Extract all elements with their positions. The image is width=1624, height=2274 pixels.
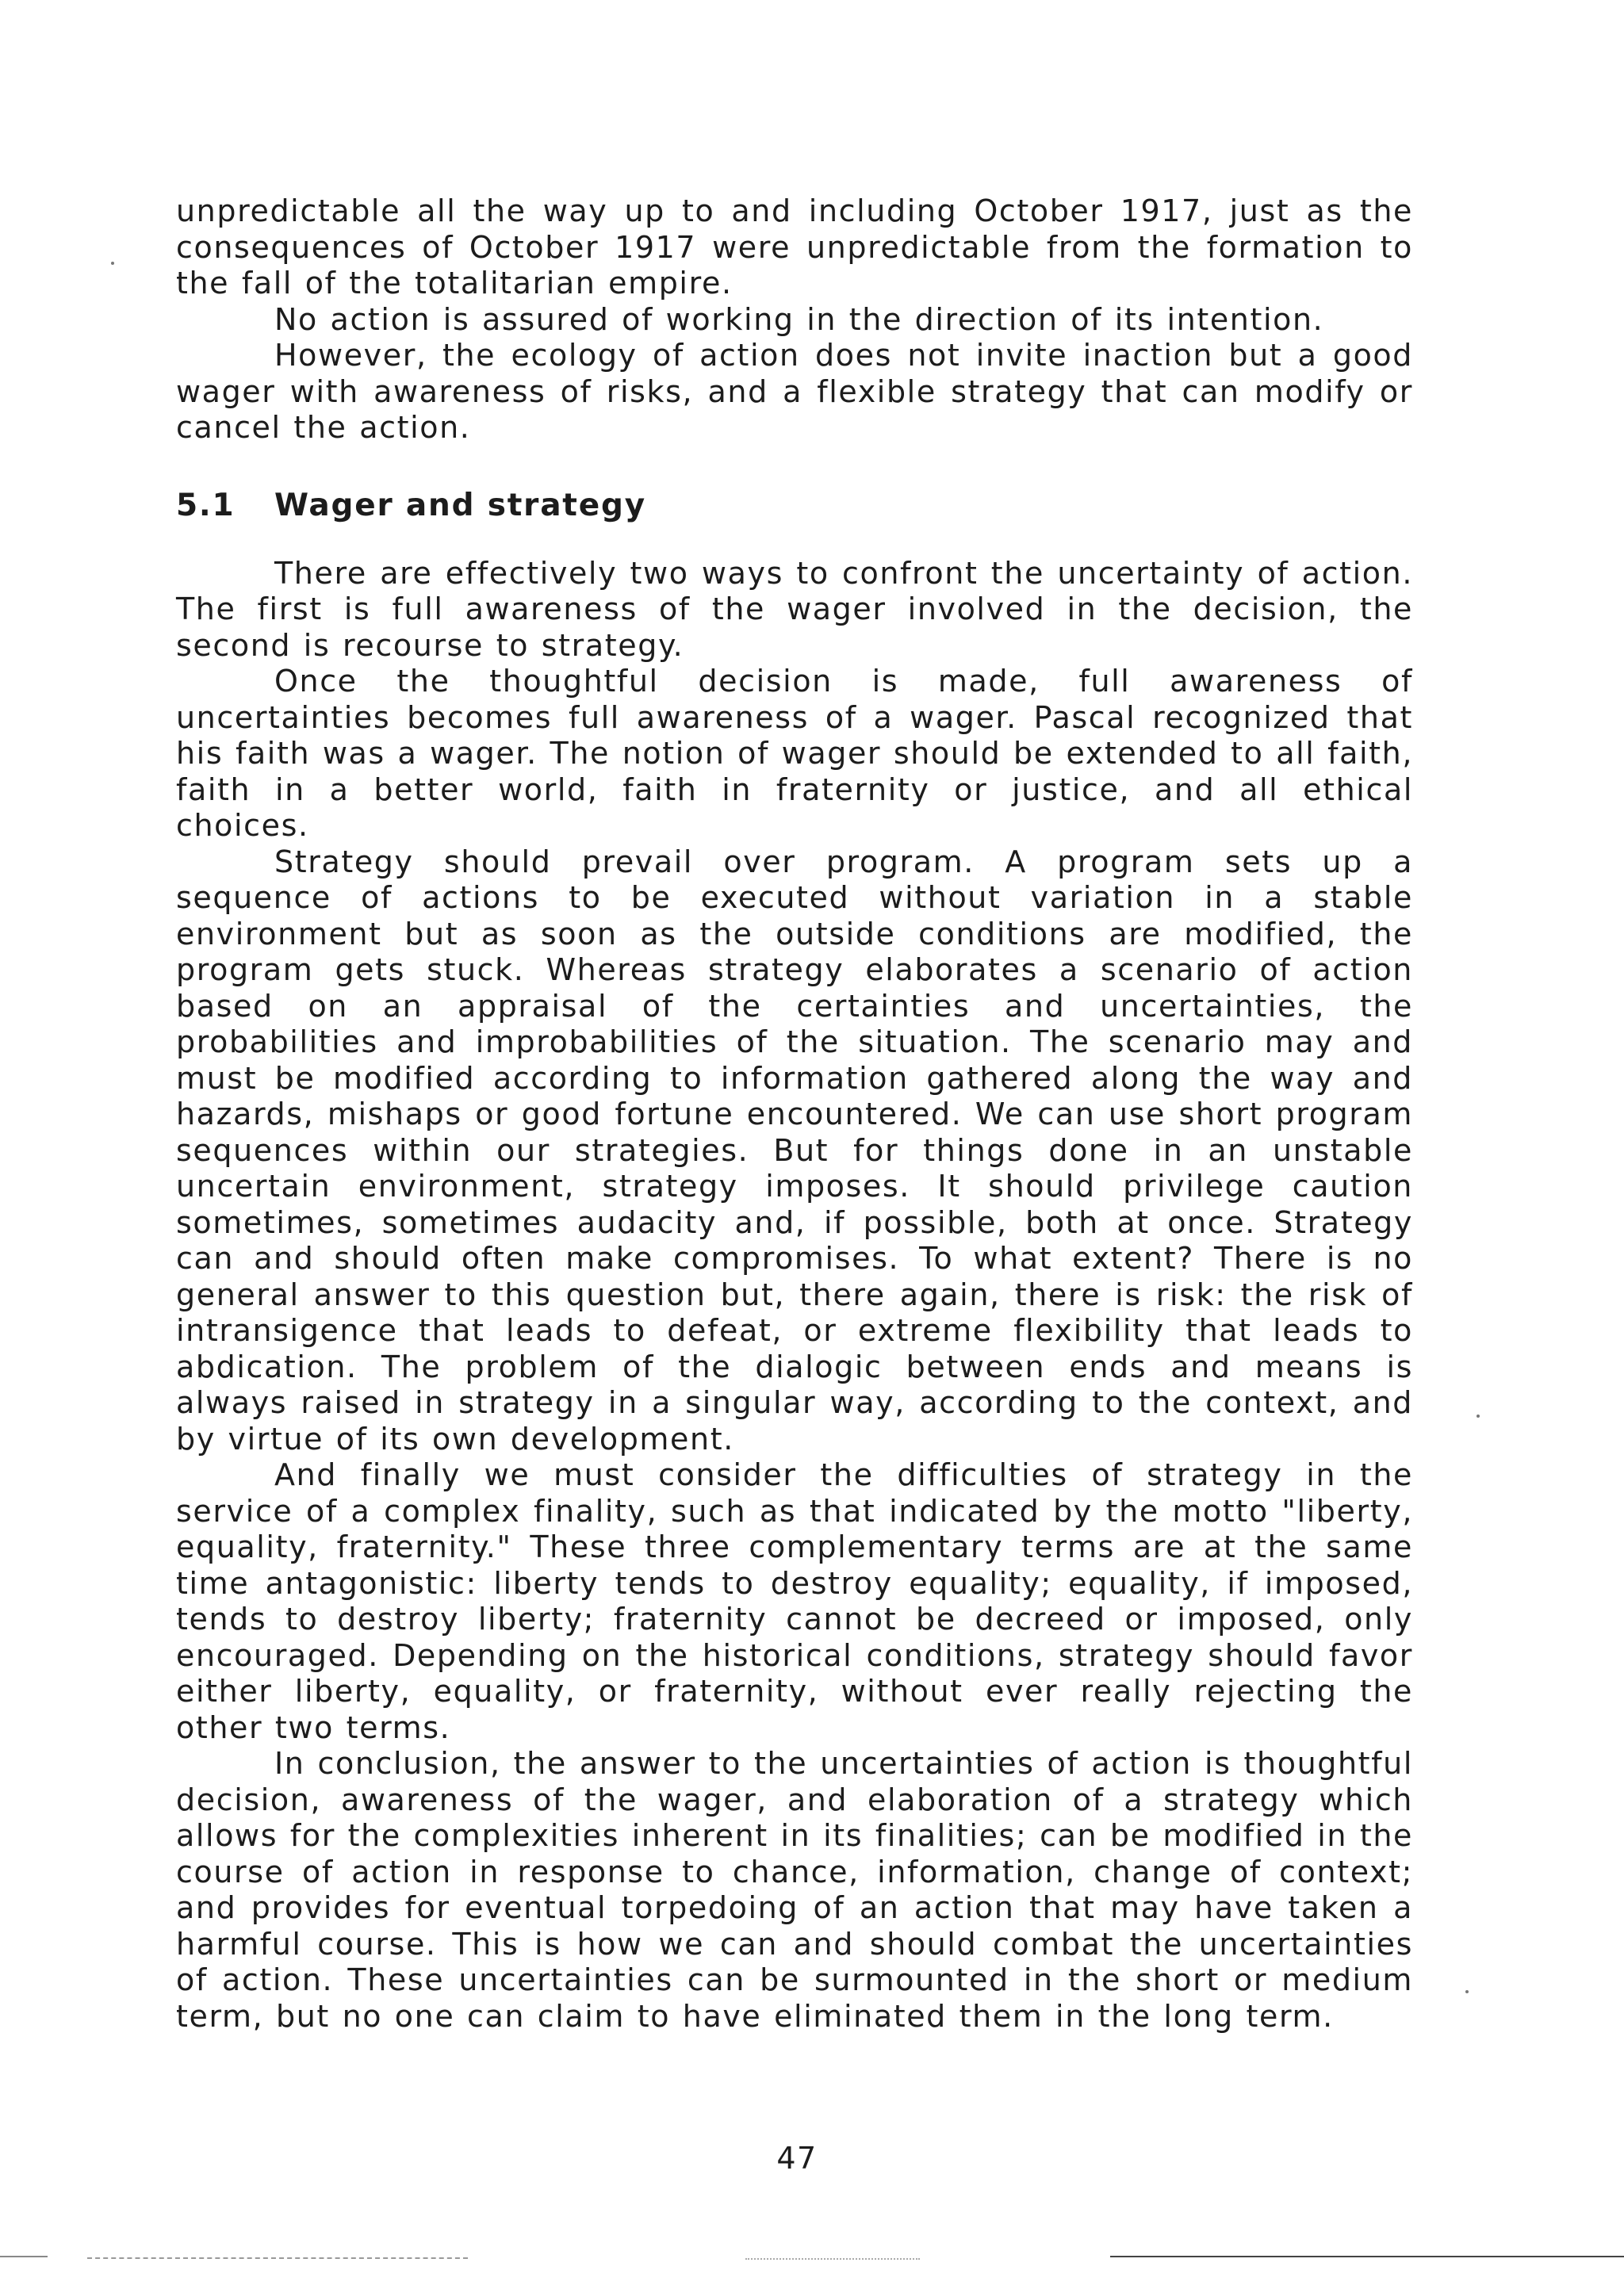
page-body <box>176 193 1413 2035</box>
section-title: Wager and strategy <box>274 487 646 523</box>
scan-speck <box>1477 1415 1480 1418</box>
scan-artifact-line <box>0 2256 48 2257</box>
paragraph-continued: unpredictable all the way up to and including October 1917, just as the consequences of October 1917 were unpredictable from the formation to the fall of the totalitarian empire. <box>176 193 1413 301</box>
scan-artifact-line <box>1110 2256 1624 2257</box>
paragraph: And finally we must consider the difficulties of strategy in the service of a complex finality, such as that indicated by the motto "liberty, equality, fraternity." These three complementary terms are at the same time antagonistic: liberty tends to destroy equality; equality, if imposed, tends to destroy liberty; fraternity cannot be decreed or imposed, only encouraged. Depending on the historical conditions, strategy should favor either liberty, equality, or fraternity, without ever really rejecting the other two terms. <box>176 1457 1413 1745</box>
scan-speck <box>1465 1990 1469 1993</box>
scan-speck <box>111 262 114 265</box>
paragraph: There are effectively two ways to confront the uncertainty of action. The first is full awareness of the wager involved in the decision, the second is recourse to strategy. <box>176 555 1413 663</box>
scan-artifact-line <box>745 2258 920 2260</box>
scan-artifact-line <box>87 2257 468 2259</box>
paragraph: Once the thoughtful decision is made, full awareness of uncertainties becomes full awareness of a wager. Pascal recognized that his faith was a wager. The notion of wager should be extended to all faith, faith in a better world, faith in fraternity or justice, and all ethical choices. <box>176 664 1413 843</box>
section-heading <box>176 488 1413 524</box>
paragraph: In conclusion, the answer to the uncertainties of action is thoughtful decision, awareness of the wager, and elaboration of a strategy which allows for the complexities inherent in its finalities; can be modified in the course of action in response to chance, information, change of context; and provides for eventual torpedoing of an action that may have taken a harmful course. This is how we can and should combat the uncertainties of action. These uncertainties can be surmounted in the short or medium term, but no one can claim to have eliminated them in the long term. <box>176 1746 1413 2034</box>
page-number: 47 <box>776 2141 818 2176</box>
section-number: 5.1 <box>176 487 236 523</box>
paragraph: Strategy should prevail over program. A program sets up a sequence of actions to be executed without variation in a stable environment but as soon as the outside conditions are modified, the program gets stuck. Whereas strategy elaborates a scenario of action based on an appraisal of the certainties and uncertainties, the probabilities and improbabilities of the situation. The scenario may and must be modified according to information gathered along the way and hazards, mishaps or good fortune encountered. We can use short program sequences within our strategies. But for things done in an unstable uncertain environment, strategy imposes. It should privilege caution sometimes, sometimes audacity and, if possible, both at once. Strategy can and should often make compromises. To what extent? There is no general answer to this question but, there again, there is risk: the risk of intransigence that leads to defeat, or extreme flexibility that leads to abdication. The problem of the dialogic between ends and means is always raised in strategy in a singular way, according to the context, and by virtue of its own development. <box>176 844 1413 1457</box>
paragraph: However, the ecology of action does not invite inaction but a good wager with awareness of risks, and a flexible strategy that can modify or cancel the action. <box>176 338 1413 445</box>
paragraph: No action is assured of working in the direction of its intention. <box>274 301 1324 337</box>
